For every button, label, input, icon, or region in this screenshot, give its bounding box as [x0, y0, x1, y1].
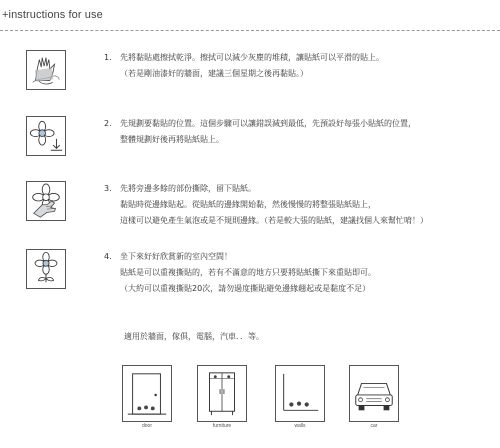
walls-icon	[275, 365, 325, 422]
walls-label: walls	[294, 423, 306, 429]
furniture-label: furniture	[212, 423, 232, 429]
step-number: 2.	[104, 119, 112, 128]
step-line: 這樣可以避免產生氣泡或是不規則邊緣。（若是較大張的貼紙，建議找個人來幫忙唷！）	[120, 216, 428, 225]
step-number: 3.	[104, 184, 112, 193]
step-2-text	[104, 116, 416, 148]
step-line: 先將黏貼處擦拭乾淨。擦拭可以減少灰塵的堆積，讓貼紙可以平滑的貼上。	[120, 53, 384, 62]
step-4-text	[104, 249, 376, 297]
door-icon	[122, 365, 172, 422]
step-3-text	[104, 181, 428, 229]
flower-placement-icon	[26, 116, 66, 156]
step-line: 坐下來好好欣賞新的室內空間！	[120, 252, 232, 261]
step-line: （若是剛油漆好的牆面，建議三個星期之後再黏貼。）	[120, 69, 308, 78]
step-number: 1.	[104, 53, 112, 62]
page-title: +instructions for use	[2, 9, 103, 21]
step-line: 貼紙是可以重複撕貼的，若有不滿意的地方只要將貼紙撕下來重貼即可。	[120, 268, 376, 277]
wiping-hand-icon	[26, 50, 66, 90]
step-1-text	[104, 50, 384, 82]
step-line: （大約可以重複撕貼20次，請勿過度撕貼避免邊緣翹起或是黏度不足）	[120, 284, 371, 293]
hand-pressing-flower-icon	[26, 181, 66, 221]
suitable-surfaces-text: 適用於牆面，傢俱，電腦，汽車．．等。	[124, 332, 264, 341]
furniture-icon	[197, 365, 247, 422]
door-label: door	[141, 423, 152, 429]
car-label: car	[370, 423, 378, 429]
step-line: 黏貼時從邊緣貼起。從貼紙的邊緣開始黏，然後慢慢的將整張貼紙貼上，	[120, 200, 376, 209]
step-line: 先規劃要黏貼的位置。這個步驟可以讓錯誤減到最低，先預設好每張小貼紙的位置，	[120, 119, 416, 128]
flower-on-stem-icon	[26, 249, 66, 289]
car-icon	[349, 365, 399, 422]
step-line: 整體規劃好後再將貼紙貼上。	[120, 135, 224, 144]
step-line: 先將旁邊多餘的部份撕除，留下貼紙。	[120, 184, 256, 193]
step-number: 4.	[104, 252, 112, 261]
header-divider	[0, 30, 500, 31]
